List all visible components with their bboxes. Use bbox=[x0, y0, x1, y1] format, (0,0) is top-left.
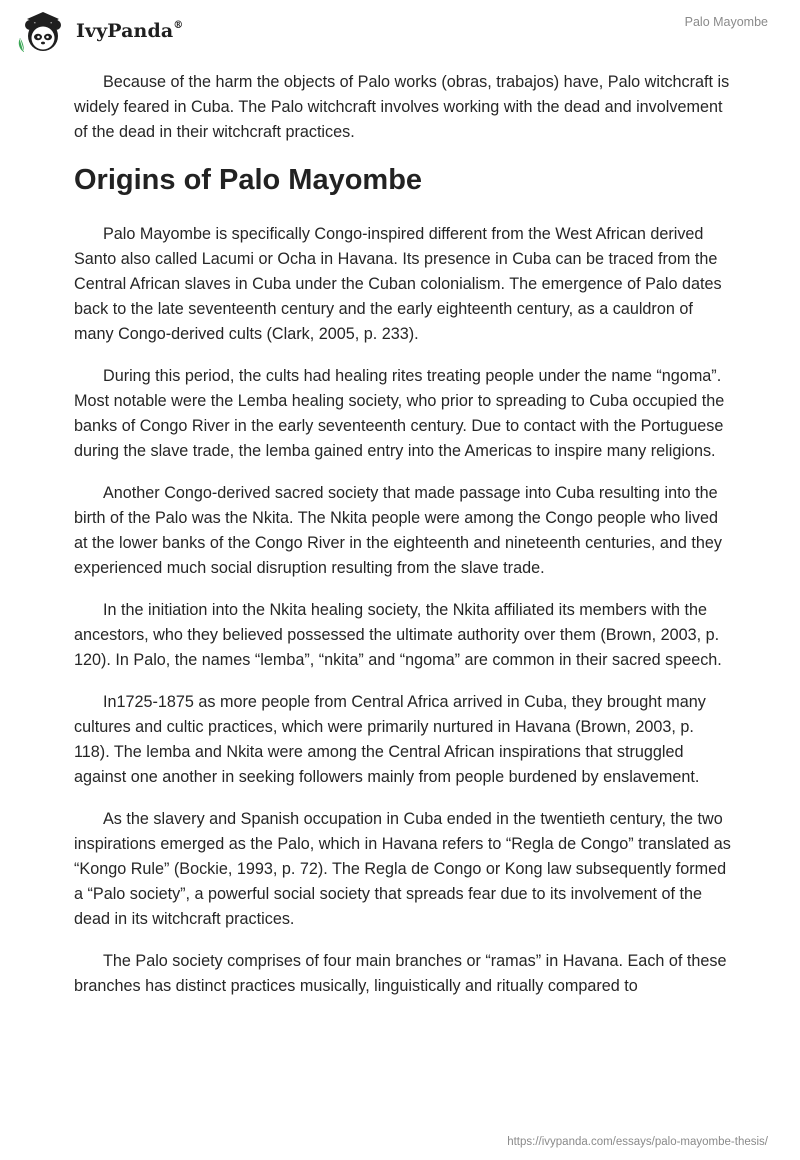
section-heading: Origins of Palo Mayombe bbox=[74, 164, 423, 196]
paragraph: In1725-1875 as more people from Central Africa arrived in Cuba, they brought many cultures and cultic practices, which were primarily nurtured in Havana (Brown, 2003, p. 118). The lemba and Nkita were among the Central African inspirations that struggled against one another in seeking followers mainly from people burdened by enslavement. bbox=[74, 693, 706, 786]
page-header bbox=[0, 0, 800, 60]
paragraph: In the initiation into the Nkita healing society, the Nkita affiliated its members with the ancestors, who they believed possessed the ultimate authority over them (Brown, 2003, p. 120). In Palo, the names “lemba”, “nkita” and “ngoma” are common in their sacred speech. bbox=[74, 601, 722, 669]
paragraph: Another Congo-derived sacred society that made passage into Cuba resulting into the birth of the Palo was the Nkita. The Nkita people were among the Congo people who lived at the lower banks of the Congo River in the eighteenth and nineteenth centuries, and they experienced much social disruption resulting from the slave trade. bbox=[74, 484, 722, 577]
paragraph: During this period, the cults had healing rites treating people under the name “ngoma”. Most notable were the Lemba healing society, who prior to spreading to Cuba occupied the banks of Congo River in the early seventeenth century. Due to contact with the Portuguese during the slave trade, the lemba gained entry into the Americas to inspire many religions. bbox=[74, 367, 725, 460]
panda-graduate-icon bbox=[14, 8, 70, 54]
paragraph: Palo Mayombe is specifically Congo-inspired different from the West African derived Santo also called Lacumi or Ocha in Havana. Its presence in Cuba can be traced from the Central African slaves in Cuba under the Cuban colonialism. The emergence of Palo dates back to the late seventeenth century and the early eighteenth century, as a cauldron of many Congo-derived cults (Clark, 2005, p. 233). bbox=[74, 225, 722, 343]
ivypanda-logo[interactable] bbox=[14, 8, 183, 54]
running-title: Palo Mayombe bbox=[684, 15, 768, 29]
source-url[interactable]: https://ivypanda.com/essays/palo-mayombe-thesis/ bbox=[507, 1136, 768, 1148]
article-body bbox=[74, 70, 734, 1016]
paragraph: Because of the harm the objects of Palo works (obras, trabajos) have, Palo witchcraft is widely feared in Cuba. The Palo witchcraft involves working with the dead and involvement of the dead in their witchcraft practices. bbox=[74, 73, 730, 141]
brand-name: IvyPanda® bbox=[76, 19, 184, 42]
paragraph: The Palo society comprises of four main branches or “ramas” in Havana. Each of these branches has distinct practices musically, linguistically and ritually compared to bbox=[74, 952, 727, 995]
paragraph: As the slavery and Spanish occupation in Cuba ended in the twentieth century, the two inspirations emerged as the Palo, which in Havana refers to “Regla de Congo” translated as “Kongo Rule” (Bockie, 1993, p. 72). The Regla de Congo or Kong law subsequently formed a “Palo society”, a powerful social society that spreads fear due to its involvement of the dead in its witchcraft practices. bbox=[74, 810, 731, 928]
